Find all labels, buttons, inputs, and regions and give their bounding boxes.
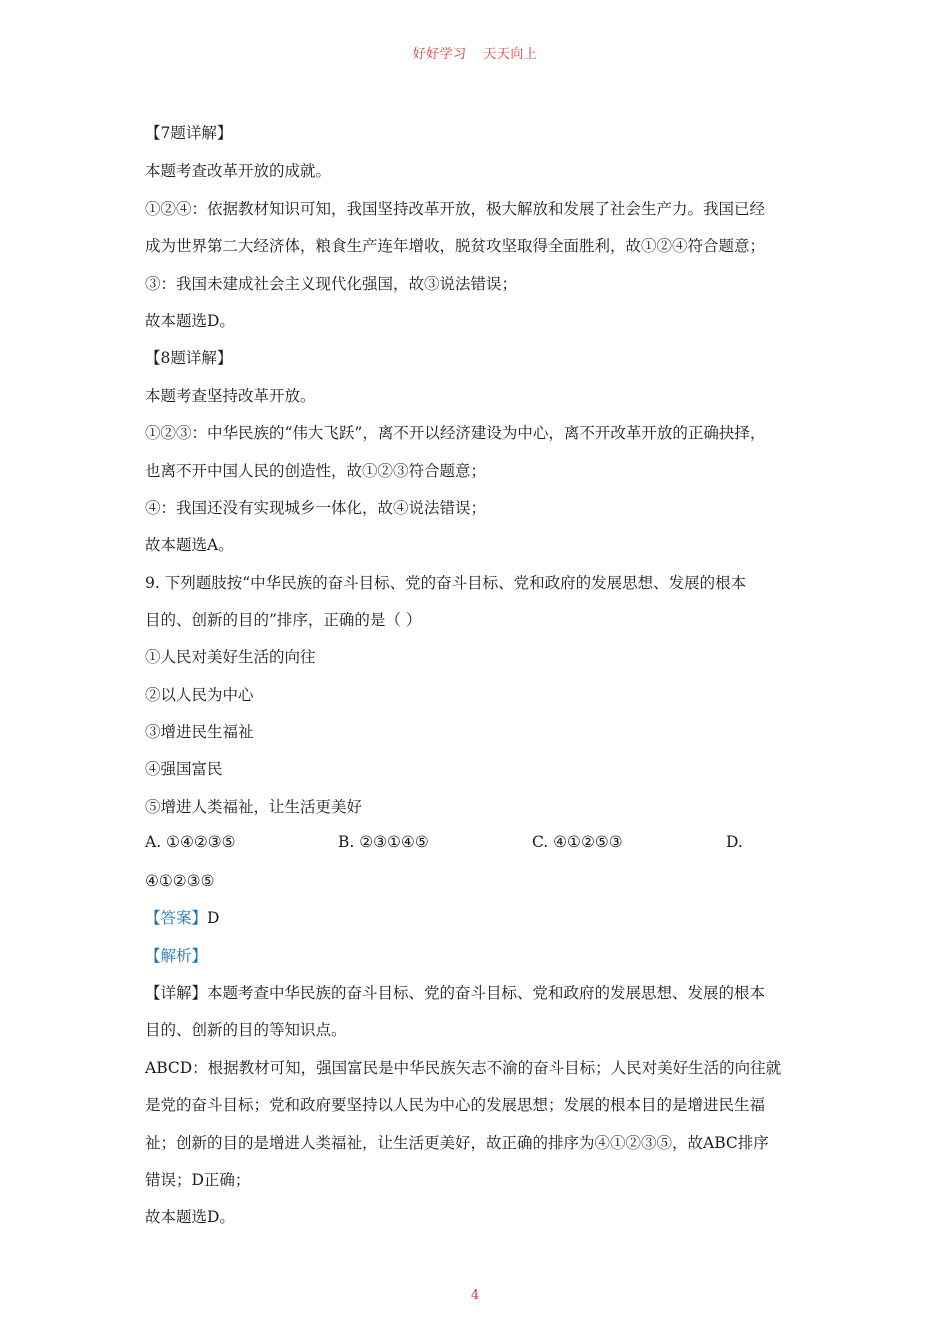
detail-line-2: 目的、创新的目的等知识点。 [145,1021,347,1039]
header-motto-left: 好好学习 [412,47,467,62]
q9-stem-2: 目的、创新的目的”排序，正确的是（ ） [145,611,422,629]
detail-label: 【详解】 [145,984,208,1002]
detail-line-5: 祉；创新的目的是增进人类福祉，让生活更美好，故正确的排序为④①②③⑤，故ABC排序 [145,1134,769,1152]
q8-conclusion: 故本题选A。 [145,536,234,554]
option-b: B. ②③①④⑤ [338,833,429,851]
q9-options [145,833,825,853]
q7-explain-3: ③：我国未建成社会主义现代化强国，故③说法错误； [145,275,518,293]
option-a: A. ①④②③⑤ [145,833,236,851]
q8-explain-3: ④：我国还没有实现城乡一体化，故④说法错误； [145,499,487,517]
detail-text-1: 本题考查中华民族的奋斗目标、党的奋斗目标、党和政府的发展思想、发展的根本 [207,984,766,1002]
detail-line-6: 错误；D正确； [145,1171,251,1189]
answer-value: D [207,909,220,927]
detail-line-4: 是党的奋斗目标；党和政府要坚持以人民为中心的发展思想；发展的根本目的是增进民生福 [145,1096,766,1114]
page-header [0,43,950,62]
q9-stem-1: 9. 下列题肢按“中华民族的奋斗目标、党的奋斗目标、党和政府的发展思想、发展的根本 [145,574,747,592]
q7-explain-2: 成为世界第二大经济体，粮食生产连年增收，脱贫攻坚取得全面胜利，故①②④符合题意； [145,237,766,255]
answer-line [145,908,219,928]
detail-line-3: ABCD：根据教材可知，强国富民是中华民族矢志不渝的奋斗目标；人民对美好生活的向往就 [145,1059,782,1077]
q9-item-3: ③增进民生福祉 [145,723,254,741]
q7-topic: 本题考查改革开放的成就。 [145,162,332,180]
detail-line-7: 故本题选D。 [145,1208,235,1226]
q8-explain-2: 也离不开中国人民的创造性，故①②③符合题意； [145,462,487,480]
q9-item-1: ①人民对美好生活的向往 [145,648,316,666]
q7-conclusion: 故本题选D。 [145,312,235,330]
q8-explain-1: ①②③：中华民族的“伟大飞跃”，离不开以经济建设为中心，离不开改革开放的正确抉择， [145,424,766,442]
analysis-label: 【解析】 [145,947,208,965]
header-motto-right: 天天向上 [483,47,538,62]
page-number: 4 [470,1288,480,1303]
option-d: D. [726,833,743,851]
q7-detail-heading: 【7题详解】 [145,124,233,142]
q9-item-4: ④强国富民 [145,760,223,778]
q8-topic: 本题考查坚持改革开放。 [145,387,316,405]
q7-explain-1: ①②④：依据教材知识可知，我国坚持改革开放，极大解放和发展了社会生产力。我国已经 [145,200,766,218]
answer-label: 【答案】 [145,909,208,927]
q9-item-2: ②以人民为中心 [145,686,254,704]
option-d-value: ④①②③⑤ [145,872,215,890]
detail-line-1 [145,983,765,1003]
q8-detail-heading: 【8题详解】 [145,349,233,367]
q9-item-5: ⑤增进人类福祉，让生活更美好 [145,798,363,816]
option-c: C. ④①②⑤③ [532,833,623,851]
